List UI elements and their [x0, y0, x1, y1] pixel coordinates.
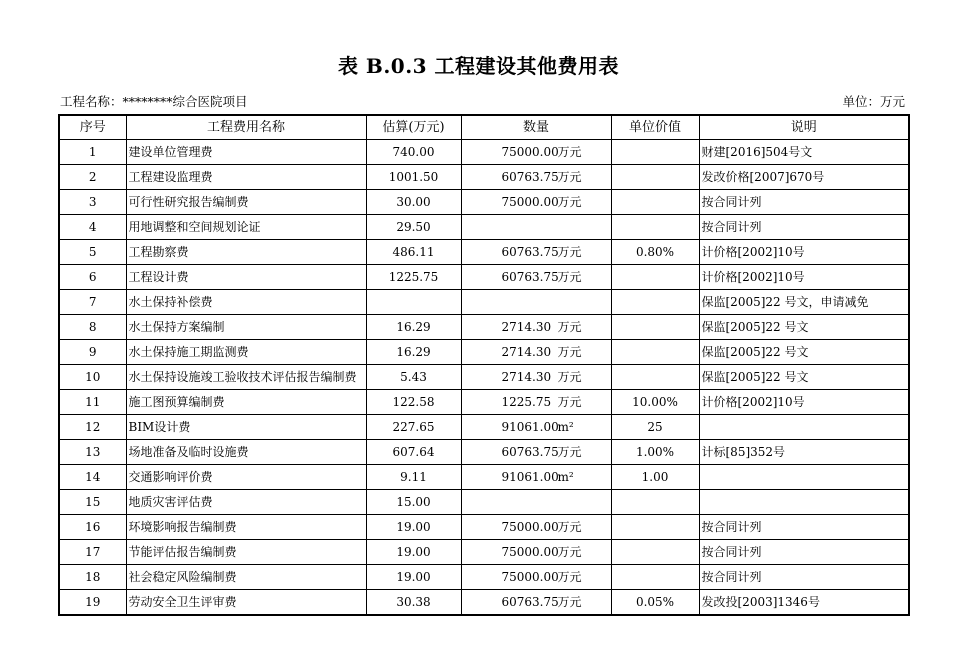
cell-no: 19 — [59, 590, 126, 616]
cell-no: 13 — [59, 440, 126, 465]
quantity-value: 60763.75 — [501, 445, 559, 459]
cell-quantity — [461, 440, 611, 465]
header-quantity: 数量 — [461, 115, 611, 140]
table-row — [59, 565, 909, 590]
cell-unit-price — [611, 490, 699, 515]
quantity-unit: 万元 — [557, 245, 582, 259]
cell-estimate: 30.38 — [366, 590, 461, 616]
cell-unit-price: 1.00% — [611, 440, 699, 465]
cell-quantity — [461, 215, 611, 240]
quantity-value: 60763.75 — [501, 270, 559, 284]
cell-name: 交通影响评价费 — [126, 465, 366, 490]
header-note: 说明 — [699, 115, 909, 140]
quantity-unit: 万元 — [557, 395, 582, 409]
quantity-unit: 万元 — [557, 270, 582, 284]
quantity-unit: 万元 — [557, 170, 582, 184]
cell-note: 按合同计列 — [699, 190, 909, 215]
cell-no: 18 — [59, 565, 126, 590]
cell-quantity — [461, 265, 611, 290]
cell-note: 保监[2005]22 号文 — [699, 365, 909, 390]
cell-name: 水土保持设施竣工验收技术评估报告编制费 — [126, 365, 366, 390]
project-name: ********综合医院项目 — [122, 94, 248, 109]
cell-unit-price — [611, 265, 699, 290]
cell-quantity — [461, 315, 611, 340]
cell-note: 保监[2005]22 号文，申请减免 — [699, 290, 909, 315]
cell-note: 按合同计列 — [699, 215, 909, 240]
cell-quantity — [461, 365, 611, 390]
cell-unit-price — [611, 215, 699, 240]
cell-name: 水土保持施工期监测费 — [126, 340, 366, 365]
cell-no: 17 — [59, 540, 126, 565]
page-title: 表 B.0.3 工程建设其他费用表 — [337, 54, 620, 78]
table-row — [59, 515, 909, 540]
cell-quantity — [461, 590, 611, 616]
cell-unit-price — [611, 140, 699, 165]
quantity-value: 60763.75 — [501, 595, 559, 609]
cell-unit-price — [611, 565, 699, 590]
cell-no: 12 — [59, 415, 126, 440]
cell-no: 5 — [59, 240, 126, 265]
table-row — [59, 390, 909, 415]
cell-unit-price — [611, 290, 699, 315]
table-row — [59, 165, 909, 190]
cell-unit-price: 1.00 — [611, 465, 699, 490]
cell-estimate: 122.58 — [366, 390, 461, 415]
quantity-value: 2714.30 — [501, 345, 552, 359]
cell-no: 10 — [59, 365, 126, 390]
cell-note: 发改投[2003]1346号 — [699, 590, 909, 616]
cell-quantity — [461, 340, 611, 365]
cell-unit-price: 10.00% — [611, 390, 699, 415]
table-row — [59, 590, 909, 616]
cell-name: 工程设计费 — [126, 265, 366, 290]
quantity-value: 91061.00 — [501, 420, 559, 434]
project-name-line — [60, 92, 248, 110]
cell-no: 1 — [59, 140, 126, 165]
quantity-unit: 万元 — [557, 145, 582, 159]
cell-estimate: 9.11 — [366, 465, 461, 490]
quantity-value: 75000.00 — [501, 520, 559, 534]
cell-note: 保监[2005]22 号文 — [699, 340, 909, 365]
header-no: 序号 — [59, 115, 126, 140]
cell-quantity — [461, 165, 611, 190]
cell-estimate: 16.29 — [366, 315, 461, 340]
cell-unit-price: 25 — [611, 415, 699, 440]
unit-line — [842, 92, 905, 110]
table-row — [59, 190, 909, 215]
quantity-unit: 万元 — [557, 445, 582, 459]
table-row — [59, 215, 909, 240]
cell-name: 地质灾害评估费 — [126, 490, 366, 515]
cell-unit-price: 0.05% — [611, 590, 699, 616]
cell-quantity — [461, 390, 611, 415]
cell-note: 发改价格[2007]670号 — [699, 165, 909, 190]
cell-quantity — [461, 565, 611, 590]
cell-no: 3 — [59, 190, 126, 215]
cell-no: 9 — [59, 340, 126, 365]
quantity-unit: 万元 — [557, 545, 582, 559]
cell-note: 按合同计列 — [699, 565, 909, 590]
cell-quantity — [461, 415, 611, 440]
cell-note: 按合同计列 — [699, 540, 909, 565]
cell-estimate: 227.65 — [366, 415, 461, 440]
quantity-unit: m² — [557, 470, 574, 484]
cell-no: 4 — [59, 215, 126, 240]
cell-name: 工程建设监理费 — [126, 165, 366, 190]
cell-unit-price — [611, 165, 699, 190]
cell-quantity — [461, 140, 611, 165]
cell-name: 社会稳定风险编制费 — [126, 565, 366, 590]
cell-estimate: 19.00 — [366, 515, 461, 540]
quantity-unit: 万元 — [557, 595, 582, 609]
cell-note — [699, 490, 909, 515]
quantity-value: 75000.00 — [501, 570, 559, 584]
quantity-value: 91061.00 — [501, 470, 559, 484]
table-row — [59, 140, 909, 165]
table-row — [59, 340, 909, 365]
cell-estimate: 486.11 — [366, 240, 461, 265]
quantity-value: 2714.30 — [501, 370, 552, 384]
cell-note: 财建[2016]504号文 — [699, 140, 909, 165]
cell-estimate: 607.64 — [366, 440, 461, 465]
quantity-unit: m² — [557, 420, 574, 434]
cell-note — [699, 415, 909, 440]
table-header-row — [59, 115, 909, 140]
cell-estimate — [366, 290, 461, 315]
quantity-value: 75000.00 — [501, 145, 559, 159]
table-row — [59, 415, 909, 440]
cell-estimate: 29.50 — [366, 215, 461, 240]
cell-unit-price — [611, 340, 699, 365]
cell-estimate: 19.00 — [366, 565, 461, 590]
quantity-value: 2714.30 — [501, 320, 552, 334]
cell-note — [699, 465, 909, 490]
cost-table — [58, 114, 910, 616]
cell-note: 计价格[2002]10号 — [699, 390, 909, 415]
quantity-value: 75000.00 — [501, 545, 559, 559]
table-row — [59, 465, 909, 490]
cell-no: 11 — [59, 390, 126, 415]
quantity-unit: 万元 — [557, 345, 582, 359]
cell-no: 7 — [59, 290, 126, 315]
cell-note: 保监[2005]22 号文 — [699, 315, 909, 340]
cell-quantity — [461, 515, 611, 540]
quantity-unit: 万元 — [557, 520, 582, 534]
cell-unit-price — [611, 365, 699, 390]
cell-estimate: 16.29 — [366, 340, 461, 365]
quantity-value: 1225.75 — [501, 395, 552, 409]
quantity-value: 60763.75 — [501, 170, 559, 184]
header-unit-price: 单位价值 — [611, 115, 699, 140]
cell-no: 8 — [59, 315, 126, 340]
cell-name: 劳动安全卫生评审费 — [126, 590, 366, 616]
quantity-unit: 万元 — [557, 570, 582, 584]
cell-name: 水土保持方案编制 — [126, 315, 366, 340]
header-estimate: 估算(万元) — [366, 115, 461, 140]
cell-name: 水土保持补偿费 — [126, 290, 366, 315]
cell-no: 16 — [59, 515, 126, 540]
cell-quantity — [461, 540, 611, 565]
unit-label: 单位： — [842, 94, 880, 109]
cell-unit-price — [611, 540, 699, 565]
cell-no: 6 — [59, 265, 126, 290]
cell-quantity — [461, 290, 611, 315]
cell-name: 用地调整和空间规划论证 — [126, 215, 366, 240]
table-body — [59, 140, 909, 616]
cell-quantity — [461, 465, 611, 490]
quantity-value: 60763.75 — [501, 245, 559, 259]
quantity-unit: 万元 — [557, 195, 582, 209]
quantity-unit: 万元 — [557, 370, 582, 384]
project-label: 工程名称： — [60, 94, 123, 109]
cell-name: 场地准备及临时设施费 — [126, 440, 366, 465]
cell-estimate: 5.43 — [366, 365, 461, 390]
cell-estimate: 740.00 — [366, 140, 461, 165]
cell-estimate: 1225.75 — [366, 265, 461, 290]
cell-unit-price — [611, 315, 699, 340]
quantity-value: 75000.00 — [501, 195, 559, 209]
cell-note: 计价格[2002]10号 — [699, 240, 909, 265]
cell-name: 建设单位管理费 — [126, 140, 366, 165]
header-name: 工程费用名称 — [126, 115, 366, 140]
table-row — [59, 365, 909, 390]
cell-estimate: 19.00 — [366, 540, 461, 565]
cell-estimate: 1001.50 — [366, 165, 461, 190]
cell-quantity — [461, 240, 611, 265]
cell-name: 施工图预算编制费 — [126, 390, 366, 415]
unit-value: 万元 — [879, 94, 905, 109]
cell-name: BIM设计费 — [126, 415, 366, 440]
cell-estimate: 30.00 — [366, 190, 461, 215]
cell-quantity — [461, 490, 611, 515]
cell-unit-price: 0.80% — [611, 240, 699, 265]
table-row — [59, 315, 909, 340]
cell-no: 14 — [59, 465, 126, 490]
cell-note: 计标[85]352号 — [699, 440, 909, 465]
table-row — [59, 490, 909, 515]
table-row — [59, 440, 909, 465]
table-row — [59, 290, 909, 315]
cell-name: 工程勘察费 — [126, 240, 366, 265]
cell-note: 按合同计列 — [699, 515, 909, 540]
cell-unit-price — [611, 190, 699, 215]
table-row — [59, 265, 909, 290]
cell-name: 节能评估报告编制费 — [126, 540, 366, 565]
cell-estimate: 15.00 — [366, 490, 461, 515]
cell-quantity — [461, 190, 611, 215]
cell-no: 15 — [59, 490, 126, 515]
table-row — [59, 540, 909, 565]
cell-name: 可行性研究报告编制费 — [126, 190, 366, 215]
quantity-unit: 万元 — [557, 320, 582, 334]
cell-unit-price — [611, 515, 699, 540]
cell-name: 环境影响报告编制费 — [126, 515, 366, 540]
cell-note: 计价格[2002]10号 — [699, 265, 909, 290]
table-row — [59, 240, 909, 265]
cell-no: 2 — [59, 165, 126, 190]
